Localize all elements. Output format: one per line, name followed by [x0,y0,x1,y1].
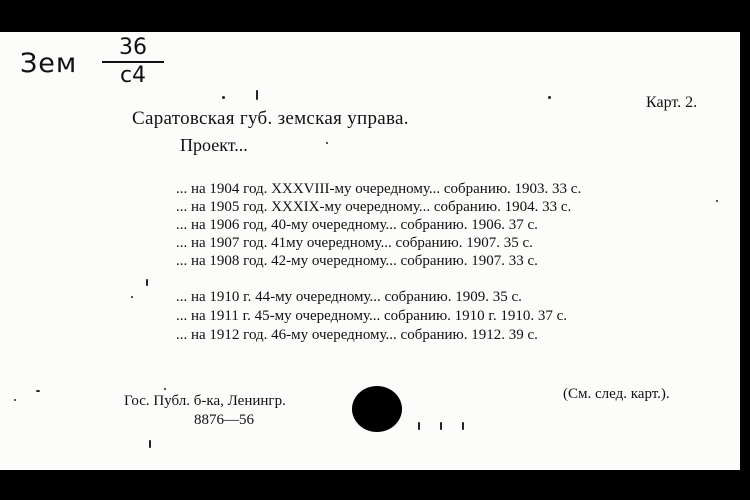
scan-speck [326,142,328,144]
scan-speck [548,96,551,99]
scan-speck [164,388,166,390]
entry-line: ... на 1907 год. 41му очередному... собранию. 1907. 35 с. [176,235,533,251]
entry-line: ... на 1908 год. 42-му очередному... собранию. 1907. 33 с. [176,253,538,269]
library-code: 8876—56 [194,412,254,428]
scan-border-right [740,0,750,500]
card-punch-hole [352,386,402,432]
entries-group-2 [176,288,736,345]
see-next-card-note: (См. след. карт.). [563,386,670,402]
document-title: Проект... [180,135,248,155]
scan-speck [716,200,718,202]
scan-speck [14,399,16,401]
entry-line: ... на 1910 г. 44-му очередному... собранию. 1909. 35 с. [176,289,522,305]
card-number: Карт. 2. [646,94,698,111]
scan-speck [440,422,442,430]
scan-speck [222,96,225,99]
shelfmark-prefix: Зем [20,48,78,79]
scan-speck [149,440,151,448]
entry-line: ... на 1904 год. XXXVIII-му очередному... собранию. 1903. 33 с. [176,181,582,197]
entry-line: ... на 1911 г. 45-му очередному... собранию. 1910 г. 1910. 37 с. [176,308,568,324]
scan-speck [131,296,133,298]
scan-speck [256,90,258,100]
scan-speck [146,279,148,286]
catalog-card [0,32,740,470]
scan-speck [462,422,464,430]
shelfmark-numerator: 36 [119,35,147,60]
scan-border-bottom [0,470,750,500]
shelfmark-denominator: с4 [119,63,147,88]
scan-speck [418,422,420,430]
shelfmark-fraction [102,36,164,88]
entry-line: ... на 1905 год. XXXIX-му очередному... собранию. 1904. 33 с. [176,199,572,215]
scan-speck [36,390,40,392]
library-stamp-text: Гос. Публ. б-ка, Ленингр. [124,393,286,409]
entry-line: ... на 1906 год, 40-му очередному... собранию. 1906. 37 с. [176,217,538,233]
entries-group-1 [176,180,736,270]
entry-line: ... на 1912 год. 46-му очередному... собранию. 1912. 39 с. [176,327,538,343]
institution-heading: Саратовская губ. земская управа. [132,108,409,129]
